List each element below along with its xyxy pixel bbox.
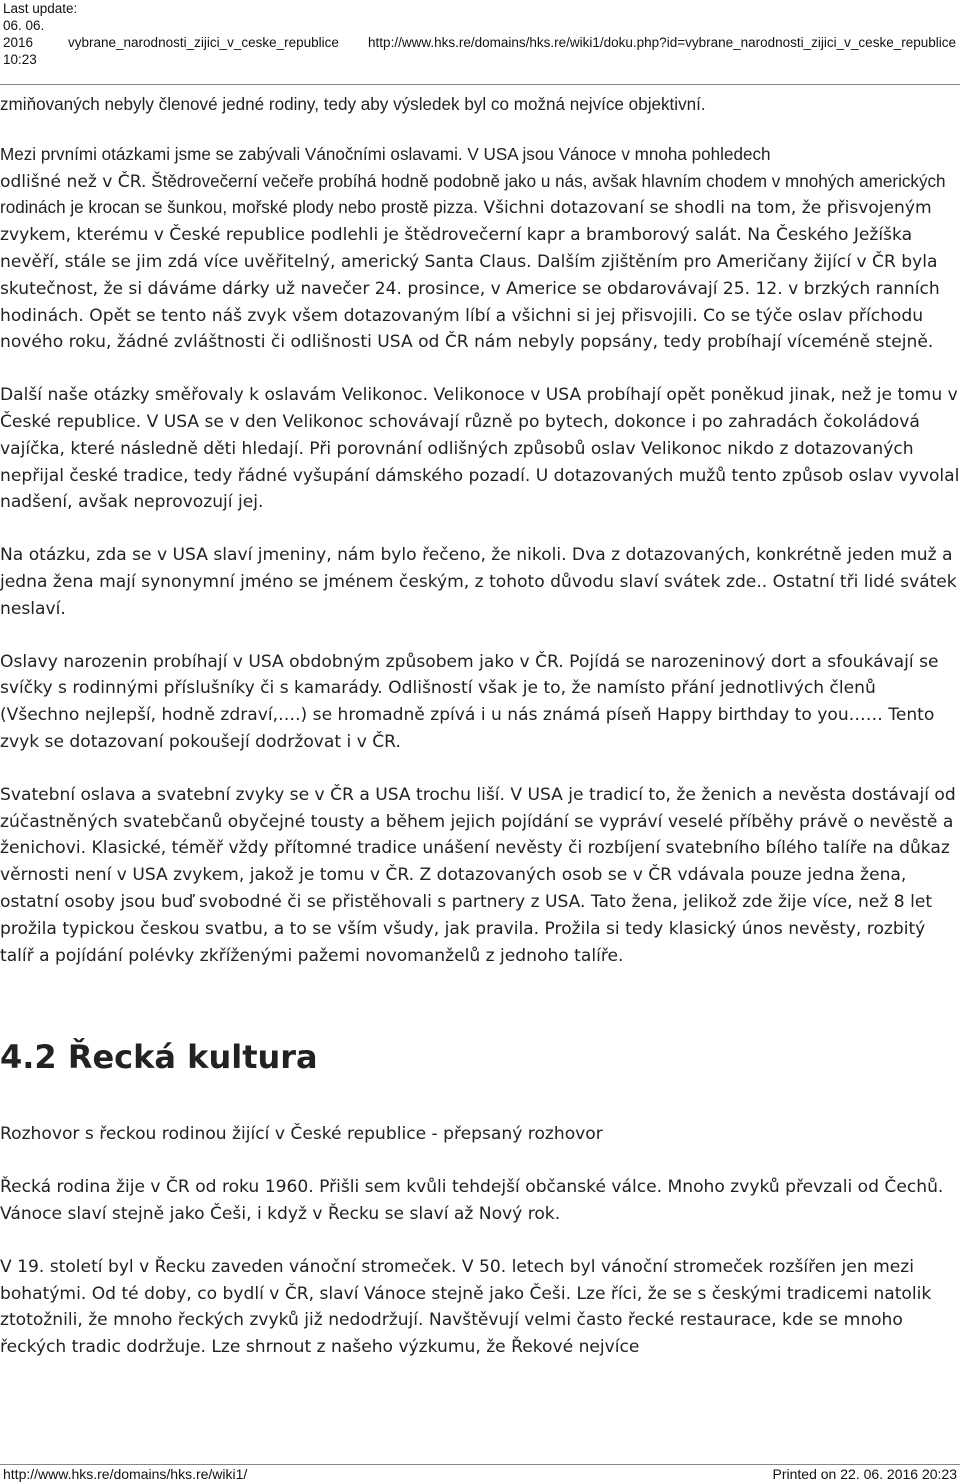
page-header	[0, 0, 960, 85]
last-update-block	[3, 0, 77, 68]
page-url[interactable]: http://www.hks.re/domains/hks.re/wiki1/doku.php?id=vybrane_narodnosti_zijici_v_ceske_republice	[368, 35, 956, 50]
paragraph-christmas	[0, 142, 960, 356]
update-year: 2016	[3, 35, 34, 50]
christmas-adopted-customs: Všichni dotazovaní se shodli na tom, že přisvojeným zvykem, kterému v České republice podlehli je štědrovečerní kapr a bramborový salát. Na Českého Ježíška nevěří, stále se jim zdá více uvěřitelný, americký Santa Claus. Dalším zjištěním pro Američany žijící v ČR byla skutečnost, že si dáváme dárky už navečer 24. prosince, v Americe se obdarovávají 25. 12. v brzkých ranních hodinách. Opět se tento náš zvyk všem dotazovaným líbí a všichni si jej přisvojili. Co se týče oslav příchodu nového roku, žádné zvláštnosti či odlišnosti USA od ČR nám nebyly popsány, tedy probíhají víceméně stejně.	[0, 198, 940, 353]
paragraph-objectivity: zmiňovaných nebyly členové jedné rodiny, tedy aby výsledek byl co možná nejvíce objektivní.	[0, 95, 706, 114]
paragraph-birthdays: Oslavy narozenin probíhají v USA obdobným způsobem jako v ČR. Pojídá se narozeninový dort a sfoukávají se svíčky s rodinnými příslušníky či s kamarády. Odlišností však je to, že namísto přání jednotlivých členů (Všechno nejlepší, hodně zdraví,….) se hromadně zpívá i u nás známá píseň Happy birthday to you…… Tento zvyk se dotazovaní pokoušejí dodržovat i v ČR.	[0, 651, 939, 752]
section-heading-greek-culture: 4.2 Řecká kultura	[0, 1038, 318, 1077]
last-update-label: Last update:	[3, 1, 78, 16]
christmas-differences: odlišné než v ČR.	[0, 171, 147, 192]
page-id: vybrane_narodnosti_zijici_v_ceske_republice	[68, 35, 339, 50]
printed-timestamp: Printed on 22. 06. 2016 20:23	[772, 1466, 957, 1482]
paragraph-weddings: Svatební oslava a svatební zvyky se v ČR a USA trochu liší. V USA je tradicí to, že ženich a nevěsta dostávají od zúčastněných svatebčanů obyčejné tousty a během jejich pojídání se vypráví veselé příběhy právě o nevěstě a ženichovi. Klasické, téměř vždy přítomné tradice unášení nevěsty či rozbíjení svatebního bílého talíře na důkaz věrnosti není v USA zvykem, jakož je tomu v ČR. Z dotazovaných osob se v ČR vdávala pouze jedna žena, ostatní osoby jsou buď svobodné či se přistěhovali s partnery z USA. Tato žena, jelikož zde žije více, než 8 let prožila typickou českou svatbu, a to se vším všudy, jak pravila. Prožila si tedy klasický únos nevěsty, rozbitý talíř a pojídání polévky zkříženými pažemi novomanželů z jednoho talíře.	[0, 784, 956, 966]
footer-url[interactable]: http://www.hks.re/domains/hks.re/wiki1/	[3, 1466, 248, 1482]
document-body	[0, 92, 960, 1361]
update-date: 06. 06.	[3, 18, 45, 33]
christmas-dinner: Štědrovečerní večeře probíhá hodně podobně jako u nás, avšak hlavním chodem v mnohých amerických rodinách je krocan se šunkou, mořské plody nebo prostě pizza.	[0, 171, 946, 218]
paragraph-name-days: Na otázku, zda se v USA slaví jmeniny, nám bylo řečeno, že nikoli. Dva z dotazovaných, konkrétně jeden muž a jedna žena mají synonymní jméno se jménem českým, z tohoto důvodu slaví svátek zde.. Ostatní tři lidé svátek neslaví.	[0, 545, 957, 619]
paragraph-greek-christmas-tree: V 19. století byl v Řecku zaveden vánoční stromeček. V 50. letech byl vánoční stromeček rozšířen jen mezi bohatými. Od té doby, co bydlí v ČR, slaví Vánoce stejně jako Češi. Lze říci, že se s českými tradicemi natolik ztotožnili, že mnoho řeckých zvyků již nedodržují. Navštěvují velmi často řecké restaurace, kde se mnoho řeckých tradic dodržuje. Lze shrnout z našeho výzkumu, že Řekové nejvíce	[0, 1256, 932, 1358]
paragraph-easter: Další naše otázky směřovaly k oslavám Velikonoc. Velikonoce v USA probíhají opět poněkud jinak, než je tomu v České republice. V USA se v den Velikonoc schovávají různě po bytech, dokonce i po zahradách čokoládová vajíčka, které následně děti hledají. Při porovnání odlišných způsobů oslav Velikonoc nikdo z dotazovaných nepřijal české tradice, tedy řádné vyšupání dámského pozadí. U dotazovaných mužů tento způsob oslav vyvolal nadšení, avšak neprovozují jej.	[0, 385, 960, 513]
page-footer	[0, 1464, 960, 1484]
update-time: 10:23	[3, 52, 37, 67]
christmas-intro: Mezi prvními otázkami jsme se zabývali Vánočními oslavami. V USA jsou Vánoce v mnoha pohledech	[0, 144, 771, 164]
paragraph-greek-family: Řecká rodina žije v ČR od roku 1960. Přišli sem kvůli tehdejší občanské válce. Mnoho zvyků převzali od Čechů. Vánoce slaví stejně jako Češi, i když v Řecku se slaví až Nový rok.	[0, 1177, 944, 1224]
paragraph-interview-intro: Rozhovor s řeckou rodinou žijící v České republice - přepsaný rozhovor	[0, 1124, 603, 1145]
